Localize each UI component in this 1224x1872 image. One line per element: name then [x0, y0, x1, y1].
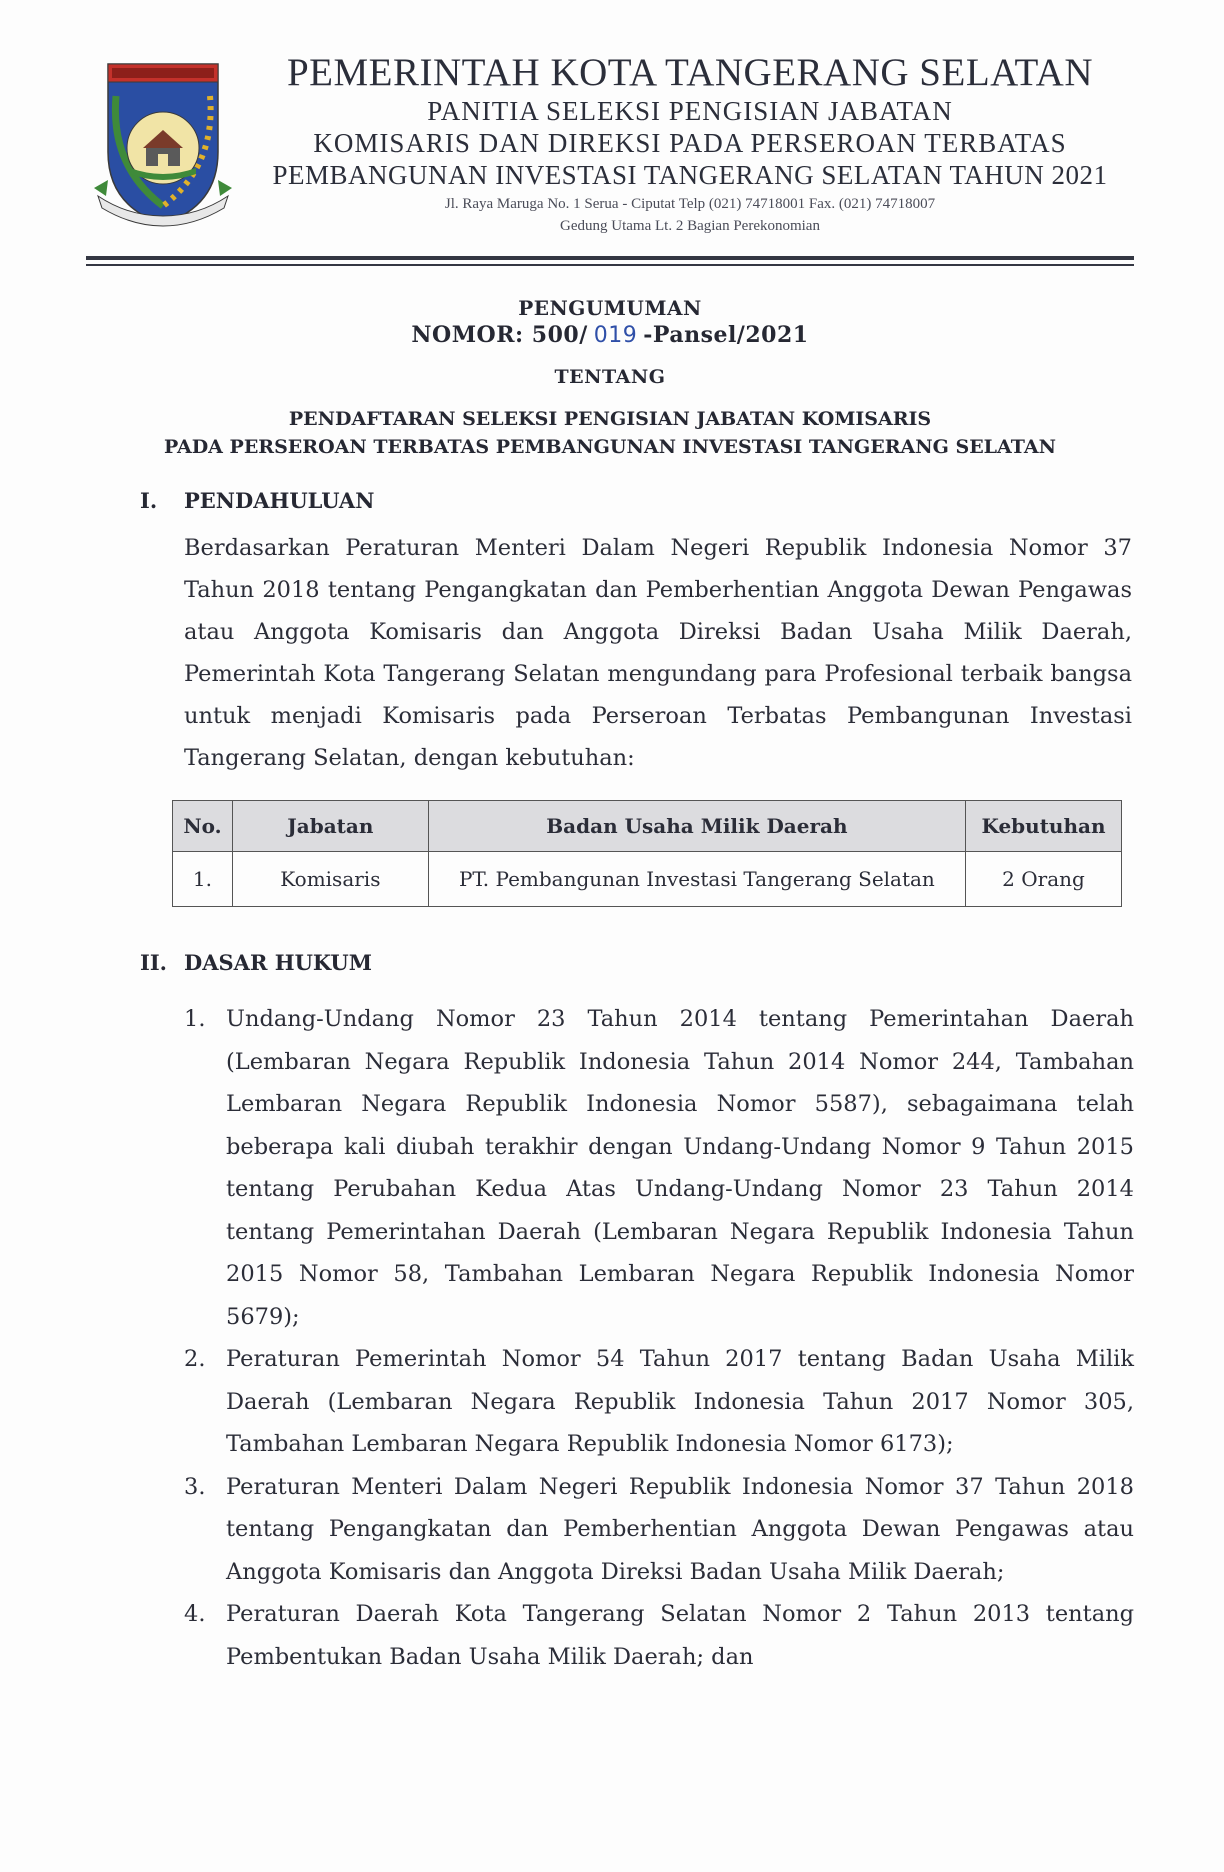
about-label: TENTANG	[554, 366, 666, 388]
letterhead-committee: PANITIA SELEKSI PENGISIAN JABATAN	[427, 96, 953, 126]
table-cell-position: Komisaris	[232, 852, 428, 907]
list-item	[184, 1466, 1134, 1594]
number-prefix: NOMOR: 500/	[411, 322, 588, 348]
table-header-row	[173, 801, 1122, 852]
letterhead-divider-thick	[86, 256, 1134, 260]
section-2-number: II.	[140, 950, 167, 975]
table-cell-no: 1.	[173, 852, 233, 907]
table-cell-company: PT. Pembangunan Investasi Tangerang Selatan	[428, 852, 965, 907]
table-header-cell: Kebutuhan	[966, 801, 1122, 852]
section-1-title: PENDAHULUAN	[184, 488, 375, 513]
letterhead-address: Jl. Raya Maruga No. 1 Serua - Ciputat Telp (021) 74718001 Fax. (021) 74718007	[444, 196, 936, 212]
handwritten-number: 019	[593, 323, 638, 348]
announcement-number	[86, 322, 1134, 348]
section-2-heading	[140, 950, 372, 975]
section-1-heading	[140, 488, 374, 513]
list-item-number: 3.	[184, 1473, 206, 1500]
section-2-title: DASAR HUKUM	[184, 950, 372, 975]
table-header-cell: No.	[173, 801, 233, 852]
list-item-number: 2.	[184, 1346, 206, 1372]
table-cell-need: 2 Orang	[966, 852, 1122, 907]
list-item	[184, 1338, 1134, 1466]
table-row	[173, 852, 1122, 907]
letterhead-committee-scope: KOMISARIS DAN DIREKSI PADA PERSEROAN TERBATAS	[313, 128, 1067, 158]
list-item-text: Undang-Undang Nomor 23 Tahun 2014 tentang Pemerintahan Daerah (Lembaran Negara Republik Indonesia Tahun 2014 Nomor 244, Tambahan Lembaran Negara Republik Indonesia Nomor 5587), sebagaimana telah beberapa kali diubah terakhir dengan Undang-Undang Nomor 9 Tahun 2015 tentang Perubahan Kedua Atas Undang-Undang Nomor 23 Tahun 2014 tentang Pemerintahan Daerah (Lembaran Negara Republik Indonesia Tahun 2015 Nomor 58, Tambahan Lembaran Negara Republik Indonesia Nomor 5679);	[226, 1006, 1134, 1330]
section-1-paragraph: Berdasarkan Peraturan Menteri Dalam Negeri Republik Indonesia Nomor 37 Tahun 2018 tentang Pengangkatan dan Pemberhentian Anggota Dewan Pengawas atau Anggota Komisaris dan Anggota Direksi Badan Usaha Milik Daerah, Pemerintah Kota Tangerang Selatan mengundang para Profesional terbaik bangsa untuk menjadi Komisaris pada Perseroan Terbatas Pembangunan Investasi Tangerang Selatan, dengan kebutuhan:	[184, 535, 1132, 771]
list-item-text: Peraturan Menteri Dalam Negeri Republik Indonesia Nomor 37 Tahun 2018 tentang Pengangkatan dan Pemberhentian Anggota Dewan Pengawas atau Anggota Komisaris dan Anggota Direksi Badan Usaha Milik Daerah;	[226, 1473, 1134, 1585]
letterhead-building: Gedung Utama Lt. 2 Bagian Perekonomian	[560, 218, 820, 234]
letterhead-government-name: PEMERINTAH KOTA TANGERANG SELATAN	[286, 51, 1094, 94]
list-item-text: Peraturan Daerah Kota Tangerang Selatan Nomor 2 Tahun 2013 tentang Pembentukan Badan Usaha Milik Daerah; dan	[226, 1601, 1134, 1670]
number-suffix: -Pansel/2021	[643, 322, 809, 348]
subject-line-1: PENDAFTARAN SELEKSI PENGISIAN JABATAN KOMISARIS	[288, 408, 932, 430]
section-1-number: I.	[140, 488, 158, 513]
legal-basis-list	[184, 998, 1134, 1678]
list-item	[184, 1593, 1134, 1678]
table-header-cell: Badan Usaha Milik Daerah	[428, 801, 965, 852]
city-emblem-logo	[88, 56, 238, 228]
list-item-text: Peraturan Pemerintah Nomor 54 Tahun 2017 tentang Badan Usaha Milik Daerah (Lembaran Negara Republik Indonesia Tahun 2017 Nomor 305, Tambahan Lembaran Negara Republik Indonesia Nomor 6173);	[226, 1346, 1134, 1457]
subject-line-2: PADA PERSEROAN TERBATAS PEMBANGUNAN INVESTASI TANGERANG SELATAN	[164, 436, 1056, 458]
letterhead-divider-thin	[86, 264, 1134, 266]
requirements-table	[172, 800, 1122, 907]
list-item	[184, 998, 1134, 1338]
table-header-cell: Jabatan	[232, 801, 428, 852]
list-item-number: 4.	[184, 1601, 206, 1627]
letterhead-company: PEMBANGUNAN INVESTASI TANGERANG SELATAN TAHUN 2021	[272, 160, 1108, 190]
announcement-heading: PENGUMUMAN	[518, 296, 702, 320]
list-item-number: 1.	[184, 1006, 206, 1032]
